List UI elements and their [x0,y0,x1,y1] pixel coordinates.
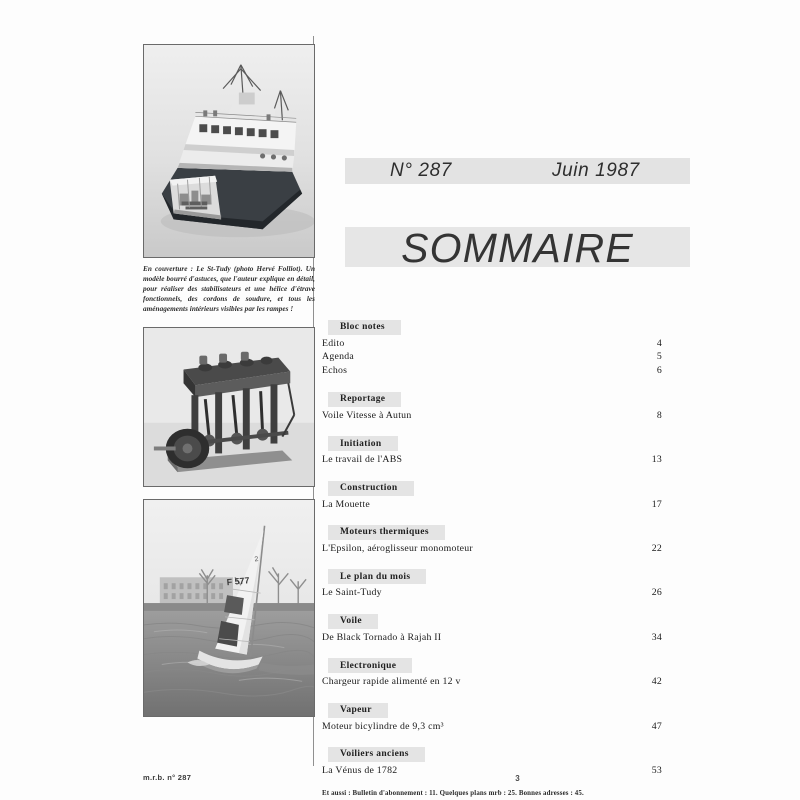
toc-entry-title: La Vénus de 1782 [322,764,398,776]
toc-section [322,433,662,467]
toc-section-heading: Moteurs thermiques [328,525,445,540]
page-folio-number: 3 [515,774,520,783]
toc-entry-page-number: 34 [651,631,662,643]
toc-entry[interactable] [322,337,662,351]
toc-section [322,610,662,644]
toc-entry-title: De Black Tornado à Rajah II [322,631,442,643]
toc-entry-page-number: 26 [651,587,662,599]
toc-entry-title: Chargeur rapide alimenté en 12 v [322,676,461,688]
toc-footnote: Et aussi : Bulletin d'abonnement : 11. Quelques plans mrb : 25. Bonnes adresses : 45. [322,789,584,797]
toc-section-heading: Voiliers anciens [328,747,425,762]
toc-section [322,655,662,689]
left-photo-column [143,44,315,717]
toc-entry[interactable] [322,675,662,689]
toc-entry[interactable] [322,453,662,467]
toc-section-heading: Le plan du mois [328,569,426,584]
toc-entry[interactable] [322,542,662,556]
toc-entry-title: Le Saint-Tudy [322,587,382,599]
toc-entry[interactable] [322,631,662,645]
toc-entry-title: La Mouette [322,498,370,510]
toc-section-heading: Bloc notes [328,320,401,335]
toc-section-gap [322,468,662,477]
toc-entry-page-number: 17 [651,498,662,510]
toc-section-gap [322,512,662,521]
svg-text:2: 2 [254,555,259,564]
toc-section [322,388,662,422]
toc-section-heading: Vapeur [328,703,388,718]
toc-section [322,699,662,733]
toc-section [322,521,662,555]
toc-section-heading: Reportage [328,392,401,407]
toc-section [322,566,662,600]
toc-section-gap [322,646,662,655]
toc-entry-page-number: 4 [656,337,662,349]
toc-entry-page-number: 13 [651,454,662,466]
toc-section-gap [322,601,662,610]
toc-entry-page-number: 42 [651,676,662,688]
toc-entry-title: Agenda [322,351,354,363]
toc-entry[interactable] [322,720,662,734]
toc-entry-page-number: 22 [651,542,662,554]
issue-header [345,158,690,184]
table-of-contents [322,316,662,797]
toc-entry-title: L'Epsilon, aéroglisseur monomoteur [322,542,473,554]
toc-entry-title: Voile Vitesse à Autun [322,409,412,421]
toc-section-heading: Construction [328,481,414,496]
toc-section-gap [322,557,662,566]
issue-number: N° 287 [390,160,452,181]
toc-entry-page-number: 47 [651,720,662,732]
toc-entry[interactable] [322,364,662,378]
toc-section-gap [322,379,662,388]
toc-section-gap [322,734,662,743]
toc-section-gap [322,690,662,699]
sailboat-model-photo [143,499,315,717]
colophon-text: m.r.b. n° 287 [143,773,192,782]
toc-section [322,477,662,511]
page-title: SOMMAIRE [401,224,634,271]
toc-entry-page-number: 5 [656,351,662,363]
issue-date: Juin 1987 [552,160,640,181]
toc-entry-title: Le travail de l'ABS [322,454,403,466]
toc-section-heading: Electronique [328,658,412,673]
toc-entry-title: Echos [322,365,348,377]
toc-entry-page-number: 6 [656,365,662,377]
toc-section-heading: Initiation [328,436,398,451]
toc-entry-page-number: 8 [656,409,662,421]
toc-entry[interactable] [322,409,662,423]
toc-entry-page-number: 53 [651,764,662,776]
toc-entry-title: Edito [322,337,345,349]
toc-entry[interactable] [322,586,662,600]
toc-section [322,316,662,378]
toc-entry[interactable] [322,498,662,512]
toc-section-gap [322,424,662,433]
toc-entry-title: Moteur bicylindre de 9,3 cm³ [322,720,444,732]
ferry-model-photo [143,44,315,258]
cover-caption-text: En couverture : Le St-Tudy (photo Hervé Folliot). Un modèle bourré d'astuces, que l'auteur explique en détail, pour réaliser des stabilisateurs et une hélice d'étrave fonctionnels, des cordons de soudure, et tous les aménagements intérieurs visibles par les rampes ! [143,265,315,313]
steam-engine-model-photo [143,327,315,487]
toc-section [322,743,662,777]
toc-entry[interactable] [322,350,662,364]
toc-section-heading: Voile [328,614,378,629]
svg-text:F 577: F 577 [226,574,250,587]
